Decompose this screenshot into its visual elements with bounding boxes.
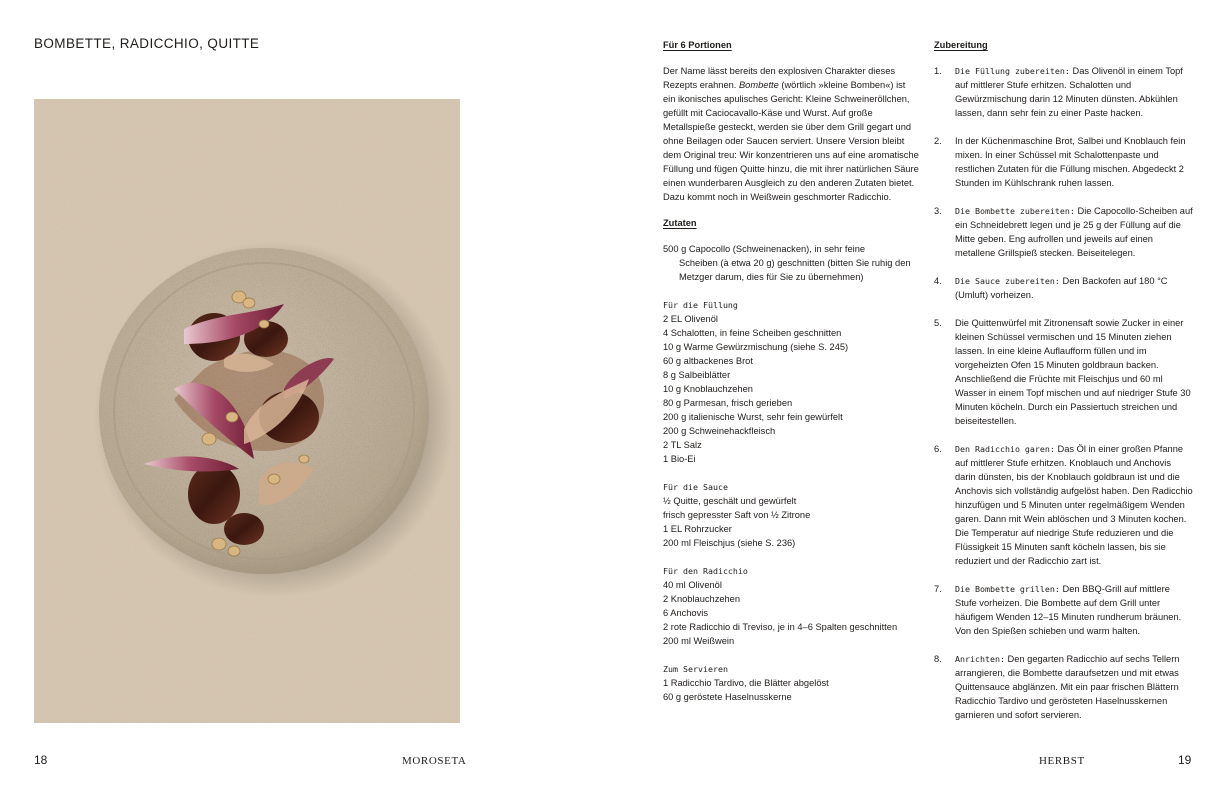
ingredient-group <box>663 662 919 704</box>
preparation-step <box>934 582 1193 638</box>
ingredient-group-title: Für die Füllung <box>663 300 738 310</box>
step-text <box>955 274 1193 302</box>
ingredient-item: 8 g Salbeiblätter <box>663 370 731 380</box>
ingredient-item: 1 Bio-Ei <box>663 454 696 464</box>
step-body-text: Das Öl in einer großen Pfanne auf mittlerer Stufe erhitzen. Knoblauch und Anchovis darin dünsten, bis der Knoblauch goldbraun ist und die Anchovis sich vollständig aufgelöst haben. Den Radicchio hinzufügen und 5 Minuten unter regelmäßigem Wenden garen. Dann mit Wein ablöschen und 3 Minuten kochen. Die Temperatur auf niedrige Stufe reduzieren und die Flüssigkeit 15 Minuten sanft köcheln lassen, bis sie reduziert und der Radicchio zart ist. <box>955 444 1193 566</box>
preparation-step <box>934 274 1193 302</box>
page-number-left: 18 <box>34 753 48 767</box>
ingredient-item: 2 EL Olivenöl <box>663 314 718 324</box>
step-label: Die Füllung zubereiten: <box>955 66 1070 76</box>
step-text <box>955 316 1193 428</box>
ingredient-groups <box>663 298 919 704</box>
step-body-text: Das Olivenöl in einem Topf auf mittlerer Stufe erhitzen. Schalotten und Gewürzmischung darin 12 Minuten dünsten. Abkühlen lassen, dann sehr fein zu einer Paste hacken. <box>955 66 1183 118</box>
preparation-column <box>934 40 1193 736</box>
step-number: 5. <box>934 318 942 328</box>
step-text <box>955 652 1193 722</box>
ingredients-main: 500 g Capocollo (Schweinenacken), in sehr feine Scheiben (à etwa 20 g) geschnitten (bitten Sie ruhig den Metzger darum, dies für Sie zu übernehmen) <box>663 244 911 282</box>
preparation-step <box>934 316 1193 428</box>
plated-dish-illustration <box>34 99 460 723</box>
preparation-step <box>934 64 1193 120</box>
ingredient-item: 2 TL Salz <box>663 440 702 450</box>
intro-paragraph: Der Name lässt bereits den explosiven Charakter dieses Rezepts erahnen. Bombette (wörtlich »kleine Bomben«) ist ein ikonisches apulisches Gericht: Kleine Schweineröllchen, gefüllt mit Caciocavallo-Käse und Wurst. Auf große Metallspieße gesteckt, werden sie über dem Grill gegart und ohne Beilagen oder Saucen serviert. Unsere Version bleibt dem Original treu: Wir konzentrieren uns auf eine aromatische Füllung und fügen Quitte hinzu, die mit ihrer natürlichen Säure einen wunderbaren Ausgleich zu den anderen Zutaten bietet. Dazu kommt noch in Weißwein geschmorter Radicchio. <box>663 66 919 202</box>
step-body-text: Den BBQ-Grill auf mittlere Stufe vorheizen. Die Bombette auf dem Grill unter häufigem Wenden 12–15 Minuten rundherum bräunen. Von den Spießen schieben und warm halten. <box>955 584 1182 636</box>
preparation-heading: Zubereitung <box>934 40 988 50</box>
step-body-text: Den Backofen auf 180 °C (Umluft) vorheizen. <box>955 276 1168 300</box>
ingredient-group <box>663 480 919 550</box>
step-text <box>955 582 1193 638</box>
preparation-step <box>934 134 1193 190</box>
ingredient-item: 10 g Warme Gewürzmischung (siehe S. 245) <box>663 342 849 352</box>
ingredients-heading: Zutaten <box>663 218 697 228</box>
preparation-step <box>934 204 1193 260</box>
preparation-steps <box>934 64 1193 722</box>
preparation-step <box>934 442 1193 568</box>
running-footer-left: MOROSETA <box>402 755 467 767</box>
step-label: Die Bombette grillen: <box>955 584 1060 594</box>
ingredient-item: 40 ml Olivenöl <box>663 580 722 590</box>
ingredient-item: 4 Schalotten, in feine Scheiben geschnitten <box>663 328 842 338</box>
step-text <box>955 134 1193 190</box>
page-number-right: 19 <box>1178 753 1192 767</box>
step-label: Die Bombette zubereiten: <box>955 206 1075 216</box>
ingredient-group <box>663 298 919 466</box>
step-body-text: Den gegarten Radicchio auf sechs Tellern arrangieren, die Bombette daraufsetzen und mit etwas Quittensauce abglänzen. Mit ein paar frischen Blättern Radicchio Tardivo und gerösteten Haselnusskernen garnieren und sofort servieren. <box>955 654 1180 720</box>
ingredient-item: 200 g italienische Wurst, sehr fein gewürfelt <box>663 412 843 422</box>
recipe-title: BOMBETTE, RADICCHIO, QUITTE <box>34 36 260 51</box>
step-number: 3. <box>934 206 942 216</box>
preparation-step <box>934 652 1193 722</box>
ingredient-item: ½ Quitte, geschält und gewürfelt <box>663 496 797 506</box>
dish-photo <box>34 99 460 723</box>
running-footer-right: HERBST <box>1039 755 1085 767</box>
ingredient-item: 2 rote Radicchio di Treviso, je in 4–6 Spalten geschnitten <box>663 622 898 632</box>
ingredient-item: 80 g Parmesan, frisch gerieben <box>663 398 793 408</box>
ingredient-group-title: Für die Sauce <box>663 482 728 492</box>
ingredient-item: 6 Anchovis <box>663 608 708 618</box>
ingredient-item: 60 g geröstete Haselnusskerne <box>663 692 792 702</box>
step-number: 7. <box>934 584 942 594</box>
step-body-text: Die Capocollo-Scheiben auf ein Schneidebrett legen und je 25 g der Füllung auf die Mitte geben. Eng aufrollen und jeweils auf einen metallene Grillspieß stecken. Beiseitelegen. <box>955 206 1193 258</box>
ingredient-item: 2 Knoblauchzehen <box>663 594 741 604</box>
step-body-text: Die Quittenwürfel mit Zitronensaft sowie Zucker in einer kleinen Schüssel vermischen und 15 Minuten ziehen lassen. In eine kleine Auflaufform füllen und im vorgeheizten Ofen 15 Minuten goldbraun backen. Anschließend die Früchte mit Fleischjus und 60 ml Wasser in einem Topf mischen und auf niedriger Stufe 30 Minuten köcheln. Durch ein Passiertuch streichen und beiseitestellen. <box>955 318 1191 426</box>
ingredient-item: 1 Radicchio Tardivo, die Blätter abgelöst <box>663 678 829 688</box>
portions-heading: Für 6 Portionen <box>663 40 732 50</box>
ingredient-group-title: Zum Servieren <box>663 664 728 674</box>
step-number: 1. <box>934 66 942 76</box>
ingredient-group-title: Für den Radicchio <box>663 566 748 576</box>
ingredient-item: 200 g Schweinehackfleisch <box>663 426 776 436</box>
ingredient-item: 10 g Knoblauchzehen <box>663 384 753 394</box>
ingredient-group <box>663 564 919 648</box>
ingredient-item: 200 ml Fleischjus (siehe S. 236) <box>663 538 796 548</box>
step-text <box>955 442 1193 568</box>
step-number: 6. <box>934 444 942 454</box>
step-label: Die Sauce zubereiten: <box>955 276 1060 286</box>
step-number: 8. <box>934 654 942 664</box>
ingredient-item: 60 g altbackenes Brot <box>663 356 753 366</box>
step-text <box>955 204 1193 260</box>
step-number: 4. <box>934 276 942 286</box>
ingredient-item: 200 ml Weißwein <box>663 636 735 646</box>
ingredient-item: 1 EL Rohrzucker <box>663 524 732 534</box>
step-text <box>955 64 1193 120</box>
step-label: Anrichten: <box>955 654 1005 664</box>
step-body-text: In der Küchenmaschine Brot, Salbei und Knoblauch fein mixen. In einer Schüssel mit Schalottenpaste und restlichen Zutaten für die Füllung mischen. Abgedeckt 2 Stunden im Kühlschrank ruhen lassen. <box>955 136 1186 188</box>
ingredients-column <box>663 40 919 704</box>
step-label: Den Radicchio garen: <box>955 444 1055 454</box>
ingredient-item: frisch gepresster Saft von ½ Zitrone <box>663 510 811 520</box>
step-number: 2. <box>934 136 942 146</box>
